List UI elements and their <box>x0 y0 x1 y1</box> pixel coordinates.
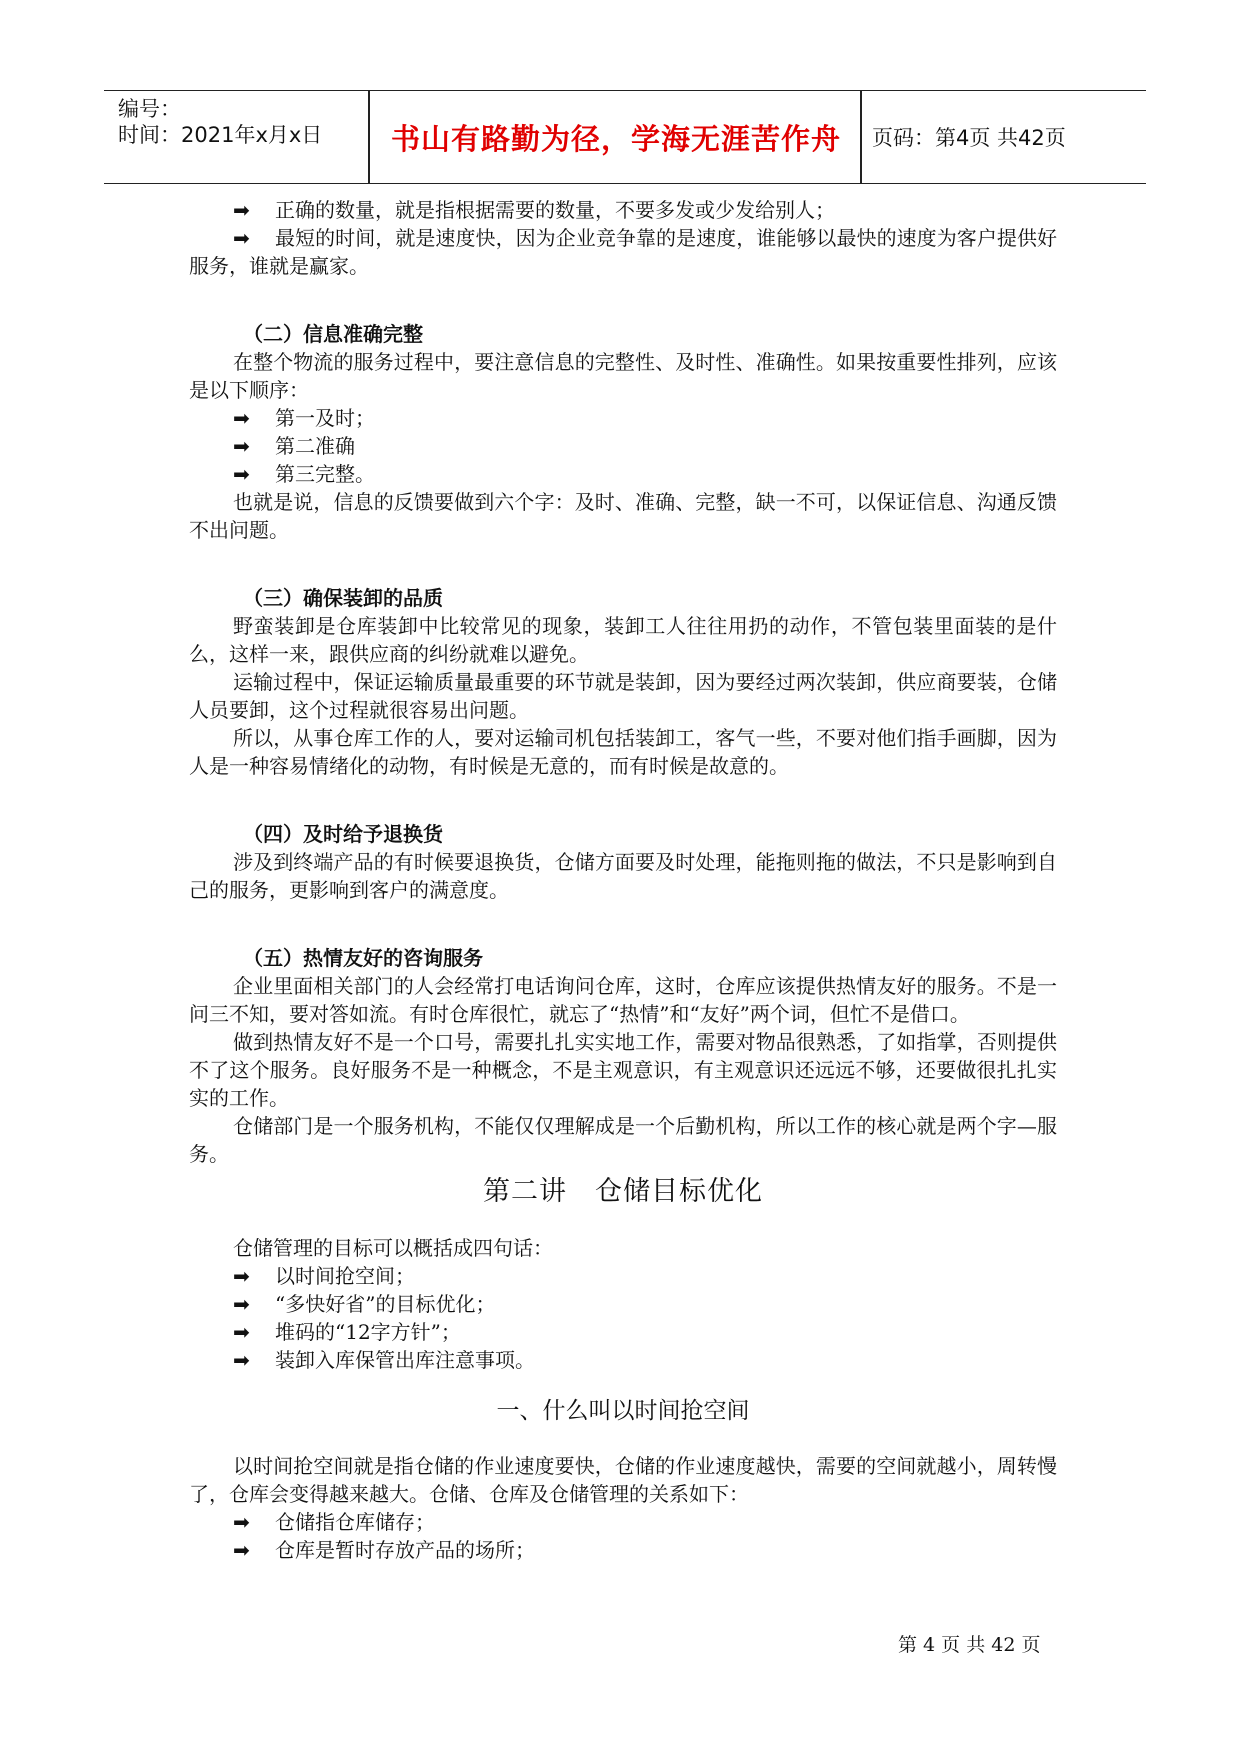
arrow-bullet-icon: ➡ <box>233 434 250 458</box>
bullet-text: 装卸入库保管出库注意事项。 <box>275 1348 535 1372</box>
paragraph: 做到热情友好不是一个口号，需要扎扎实实地工作，需要对物品很熟悉，了如指掌，否则提供不了这个服务。良好服务不是一种概念，不是主观意识，有主观意识还远远不够，还要做很扎扎实实的工作。 <box>189 1030 1057 1110</box>
bullet-text: 堆码的“12字方针”； <box>275 1320 461 1344</box>
subsection-title: 一、什么叫以时间抢空间 <box>496 1398 750 1424</box>
bullet-text: 第二准确 <box>275 434 355 458</box>
arrow-bullet-icon: ➡ <box>233 226 250 250</box>
paragraph: 运输过程中，保证运输质量最重要的环节就是装卸，因为要经过两次装卸，供应商要装，仓储人员要卸，这个过程就很容易出问题。 <box>189 670 1057 722</box>
arrow-bullet-icon: ➡ <box>233 198 250 222</box>
arrow-bullet-icon: ➡ <box>233 462 250 486</box>
header-number-label: 编号： <box>118 97 181 121</box>
bullet-item <box>189 460 1057 488</box>
bullet-text: 第三完整。 <box>275 462 375 486</box>
paragraph: 在整个物流的服务过程中，要注意信息的完整性、及时性、准确性。如果按重要性排列，应该是以下顺序： <box>189 350 1057 402</box>
bullet-item <box>189 1346 1057 1374</box>
bullet-text: 最短的时间，就是速度快，因为企业竞争靠的是速度，谁能够以最快的速度为客户提供好服务，谁就是赢家。 <box>189 226 1057 278</box>
page-footer: 第 4 页 共 42 页 <box>898 1634 1041 1656</box>
bullet-text: 正确的数量，就是指根据需要的数量，不要多发或少发给别人； <box>275 198 835 222</box>
arrow-bullet-icon: ➡ <box>233 1348 250 1372</box>
section-title: （二）信息准确完整 <box>243 322 423 346</box>
paragraph: 野蛮装卸是仓库装卸中比较常见的现象，装卸工人往往用扔的动作，不管包装里面装的是什么，这样一来，跟供应商的纠纷就难以避免。 <box>189 614 1057 666</box>
arrow-bullet-icon: ➡ <box>233 1510 250 1534</box>
bullet-text: 仓储指仓库储存； <box>275 1510 435 1534</box>
document-body <box>189 196 1057 1564</box>
bullet-item <box>189 404 1057 432</box>
bullet-item <box>189 224 1057 280</box>
bullet-item <box>189 1318 1057 1346</box>
bullet-item <box>189 1508 1057 1536</box>
bullet-item <box>189 432 1057 460</box>
paragraph: 仓储管理的目标可以概括成四句话： <box>233 1236 553 1260</box>
bullet-text: 仓库是暂时存放产品的场所； <box>275 1538 535 1562</box>
header-divider-2 <box>860 91 862 183</box>
paragraph: 所以，从事仓库工作的人，要对运输司机包括装卸工，客气一些，不要对他们指手画脚，因为人是一种容易情绪化的动物，有时候是无意的，而有时候是故意的。 <box>189 726 1057 778</box>
bullet-text: “多快好省”的目标优化； <box>275 1292 496 1316</box>
paragraph: 企业里面相关部门的人会经常打电话询问仓库，这时，仓库应该提供热情友好的服务。不是一问三不知，要对答如流。有时仓库很忙，就忘了“热情”和“友好”两个词，但忙不是借口。 <box>189 974 1057 1026</box>
bullet-item <box>189 1290 1057 1318</box>
arrow-bullet-icon: ➡ <box>233 1264 250 1288</box>
header-divider-1 <box>368 91 370 183</box>
section-title: （三）确保装卸的品质 <box>243 586 443 610</box>
arrow-bullet-icon: ➡ <box>233 406 250 430</box>
bullet-text: 第一及时； <box>275 406 375 430</box>
bullet-item <box>189 196 1057 224</box>
paragraph: 也就是说，信息的反馈要做到六个字：及时、准确、完整，缺一不可，以保证信息、沟通反馈不出问题。 <box>189 490 1057 542</box>
paragraph: 仓储部门是一个服务机构，不能仅仅理解成是一个后勤机构，所以工作的核心就是两个字—服务。 <box>189 1114 1057 1166</box>
paragraph: 涉及到终端产品的有时候要退换货，仓储方面要及时处理，能拖则拖的做法，不只是影响到自己的服务，更影响到客户的满意度。 <box>189 850 1057 902</box>
paragraph: 以时间抢空间就是指仓储的作业速度要快，仓储的作业速度越快，需要的空间就越小，周转慢了，仓库会变得越来越大。仓储、仓库及仓储管理的关系如下： <box>189 1454 1057 1506</box>
section-title: （五）热情友好的咨询服务 <box>243 946 483 970</box>
arrow-bullet-icon: ➡ <box>233 1320 250 1344</box>
lecture-title: 第二讲 仓储目标优化 <box>483 1176 763 1207</box>
header-time-label: 时间：2021年x月x日 <box>118 123 323 147</box>
header-left-cell <box>118 91 368 183</box>
section-title: （四）及时给予退换货 <box>243 822 443 846</box>
header-motto: 书山有路勤为径，学海无涯苦作舟 <box>390 121 841 156</box>
header-page-label: 页码：第4页 共42页 <box>872 126 1066 150</box>
bullet-item <box>189 1262 1057 1290</box>
bullet-item <box>189 1536 1057 1564</box>
arrow-bullet-icon: ➡ <box>233 1538 250 1562</box>
arrow-bullet-icon: ➡ <box>233 1292 250 1316</box>
page-header <box>104 90 1146 184</box>
bullet-text: 以时间抢空间； <box>275 1264 415 1288</box>
